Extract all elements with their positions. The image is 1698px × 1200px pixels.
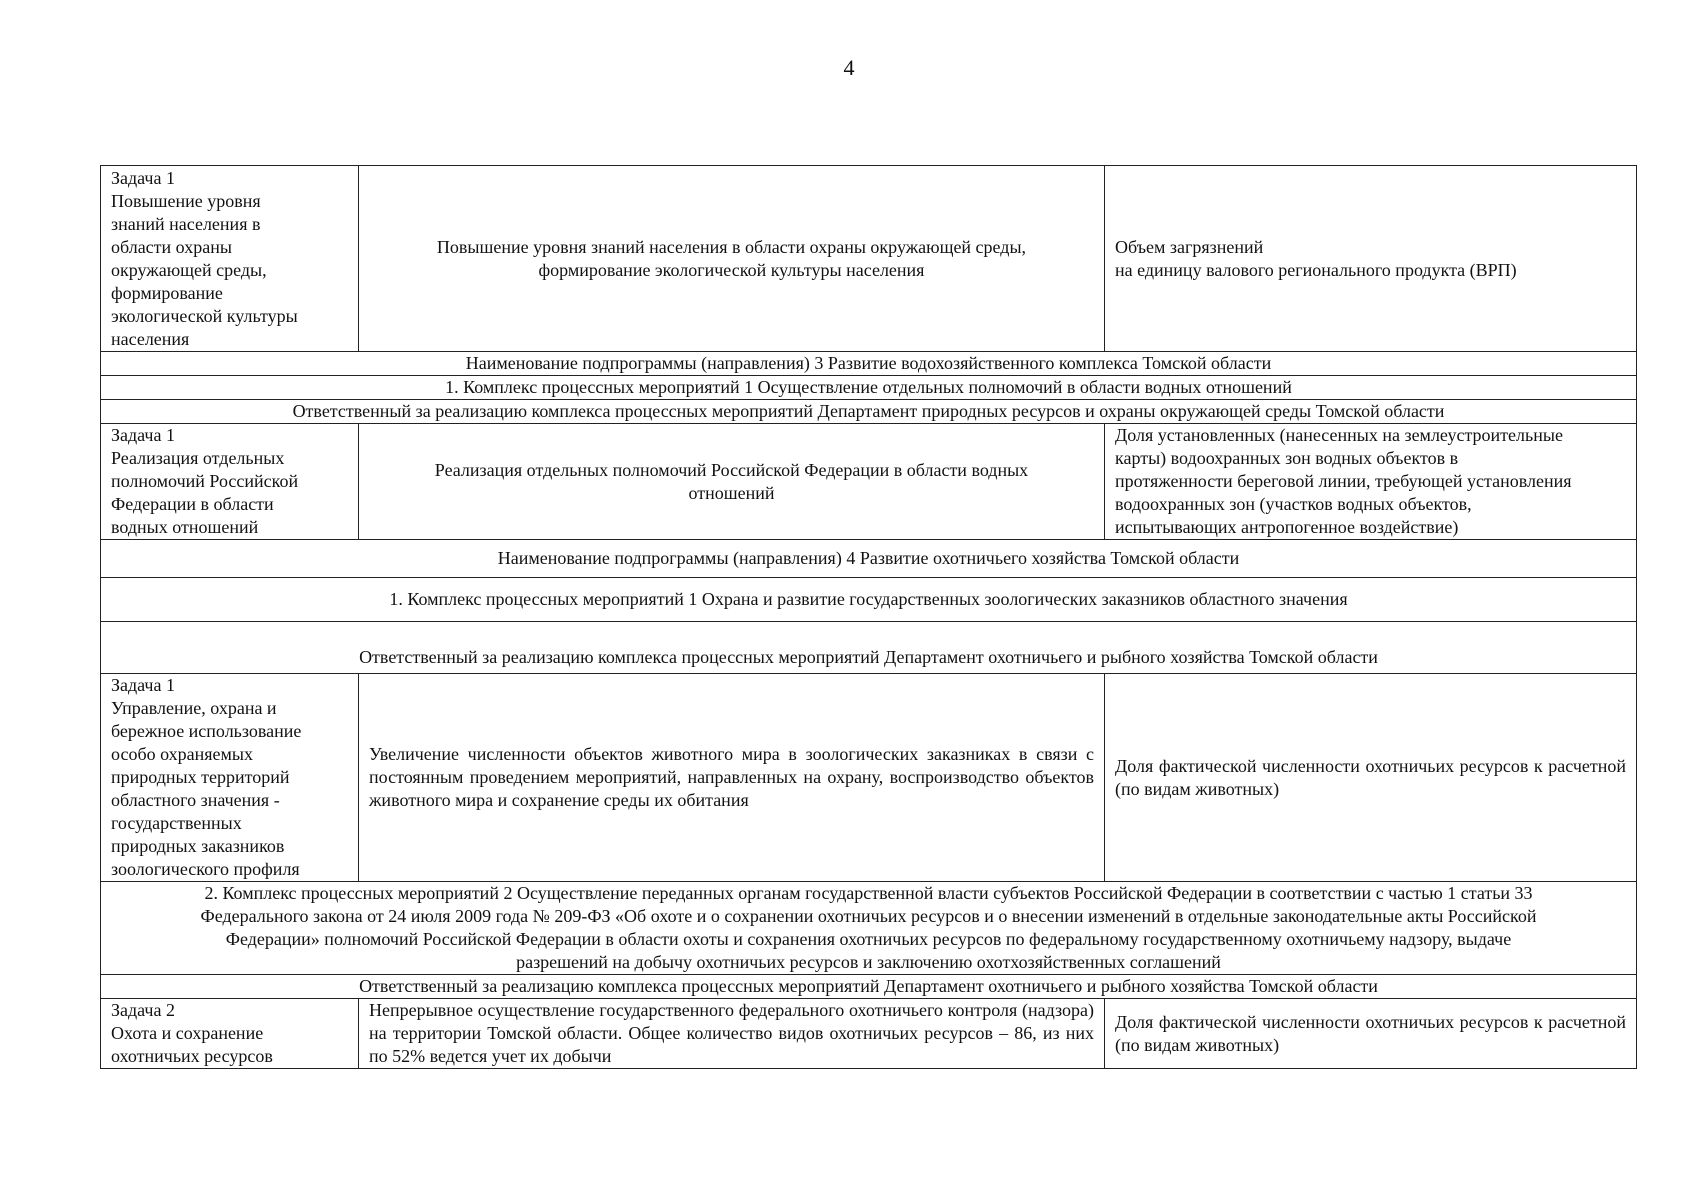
complex-heading bbox=[101, 882, 1637, 975]
task-line: особо охраняемых bbox=[111, 744, 254, 764]
task-line: Охота и сохранение bbox=[111, 1023, 264, 1043]
indicator-line: испытывающих антропогенное воздействие) bbox=[1115, 517, 1459, 537]
measures-table bbox=[100, 165, 1637, 1069]
task-line: бережное использование bbox=[111, 721, 302, 741]
indicator-line: Объем загрязнений bbox=[1115, 236, 1264, 257]
description-cell bbox=[359, 424, 1105, 540]
indicator-line: карты) водоохранных зон водных объектов в bbox=[1115, 448, 1459, 468]
task-line: Реализация отдельных bbox=[111, 448, 285, 468]
description-line: Реализация отдельных полномочий Российской Федерации в области водных bbox=[434, 459, 1029, 480]
table-row bbox=[101, 540, 1637, 578]
indicator-cell bbox=[1105, 166, 1637, 352]
description-line: Повышение уровня знаний населения в области охраны окружающей среды, bbox=[436, 236, 1027, 257]
description-cell: Непрерывное осуществление государственного федерального охотничьего контроля (надзора) на территории Томской области. Общее количество видов охотничьих ресурсов – 86, из них по 52% ведется учет их добычи bbox=[359, 999, 1105, 1069]
description-cell bbox=[359, 166, 1105, 352]
table-row bbox=[101, 376, 1637, 400]
task-line: Федерации в области bbox=[111, 494, 274, 514]
complex-heading: 1. Комплекс процессных мероприятий 1 Охрана и развитие государственных зоологических заказников областного значения bbox=[101, 578, 1637, 622]
table-row bbox=[101, 975, 1637, 999]
complex-heading-line: 2. Комплекс процессных мероприятий 2 Осуществление переданных органам государственной власти субъектов Российской Федерации в соответствии с частью 1 статьи 33 bbox=[204, 883, 1533, 903]
table-row bbox=[101, 674, 1637, 882]
task-title: Задача 1 bbox=[111, 167, 175, 188]
subprogram-heading: Наименование подпрограммы (направления) 4 Развитие охотничьего хозяйства Томской области bbox=[101, 540, 1637, 578]
description-line: отношений bbox=[688, 482, 775, 503]
task-cell bbox=[101, 999, 359, 1069]
table-row bbox=[101, 882, 1637, 975]
task-cell bbox=[101, 166, 359, 352]
task-line: областного значения - bbox=[111, 790, 280, 810]
table-row bbox=[101, 578, 1637, 622]
task-line: полномочий Российской bbox=[111, 471, 299, 491]
indicator-line: на единицу валового регионального продукта (ВРП) bbox=[1115, 259, 1517, 280]
task-cell bbox=[101, 674, 359, 882]
indicator-line: водоохранных зон (участков водных объектов, bbox=[1115, 494, 1472, 514]
indicator-line: протяженности береговой линии, требующей установления bbox=[1115, 471, 1572, 491]
table-row bbox=[101, 166, 1637, 352]
complex-heading-line: Федерации» полномочий Российской Федерации в области охоты и сохранения охотничьих ресурсов по федеральному государственному охотничьему надзору, выдаче bbox=[225, 929, 1512, 949]
complex-heading-line: Федерального закона от 24 июля 2009 года № 209-ФЗ «Об охоте и о сохранении охотничьих ресурсов и о внесении изменений в отдельные законодательные акты Российской bbox=[200, 906, 1537, 926]
page-number: 4 bbox=[843, 55, 855, 80]
task-line: окружающей среды, bbox=[111, 259, 267, 280]
task-title: Задача 1 bbox=[111, 425, 175, 445]
table-row bbox=[101, 999, 1637, 1069]
table-row bbox=[101, 352, 1637, 376]
table-row bbox=[101, 622, 1637, 674]
description-cell: Увеличение численности объектов животного мира в зоологических заказниках в связи с постоянным проведением мероприятий, направленных на охрану, воспроизводство объектов животного мира и сохранение среды их обитания bbox=[359, 674, 1105, 882]
responsible-heading: Ответственный за реализацию комплекса процессных мероприятий Департамент природных ресурсов и охраны окружающей среды Томской области bbox=[101, 400, 1637, 424]
description-line: формирование экологической культуры населения bbox=[538, 259, 925, 280]
task-line: Повышение уровня bbox=[111, 190, 261, 211]
indicator-cell: Доля фактической численности охотничьих ресурсов к расчетной (по видам животных) bbox=[1105, 999, 1637, 1069]
task-line: природных заказников bbox=[111, 836, 285, 856]
indicator-cell: Доля фактической численности охотничьих ресурсов к расчетной (по видам животных) bbox=[1105, 674, 1637, 882]
task-line: зоологического профиля bbox=[111, 859, 300, 879]
task-line: Управление, охрана и bbox=[111, 698, 277, 718]
task-title: Задача 1 bbox=[111, 675, 175, 695]
task-line: охотничьих ресурсов bbox=[111, 1046, 273, 1066]
responsible-heading: Ответственный за реализацию комплекса процессных мероприятий Департамент охотничьего и рыбного хозяйства Томской области bbox=[101, 975, 1637, 999]
table-row bbox=[101, 424, 1637, 540]
complex-heading: 1. Комплекс процессных мероприятий 1 Осуществление отдельных полномочий в области водных отношений bbox=[101, 376, 1637, 400]
indicator-line: Доля установленных (нанесенных на землеустроительные bbox=[1115, 425, 1563, 445]
task-line: формирование bbox=[111, 282, 223, 303]
indicator-cell bbox=[1105, 424, 1637, 540]
task-line: области охраны bbox=[111, 236, 232, 257]
task-line: государственных bbox=[111, 813, 242, 833]
task-line: водных отношений bbox=[111, 517, 259, 537]
table-row bbox=[101, 400, 1637, 424]
complex-heading-line: разрешений на добычу охотничьих ресурсов и заключению охотхозяйственных соглашений bbox=[516, 952, 1221, 972]
task-line: природных территорий bbox=[111, 767, 290, 787]
task-line: экологической культуры bbox=[111, 305, 298, 326]
subprogram-heading: Наименование подпрограммы (направления) 3 Развитие водохозяйственного комплекса Томской области bbox=[101, 352, 1637, 376]
task-line: населения bbox=[111, 328, 190, 349]
task-cell bbox=[101, 424, 359, 540]
responsible-heading: Ответственный за реализацию комплекса процессных мероприятий Департамент охотничьего и рыбного хозяйства Томской области bbox=[101, 622, 1637, 674]
task-line: знаний населения в bbox=[111, 213, 261, 234]
task-title: Задача 2 bbox=[111, 1000, 175, 1020]
